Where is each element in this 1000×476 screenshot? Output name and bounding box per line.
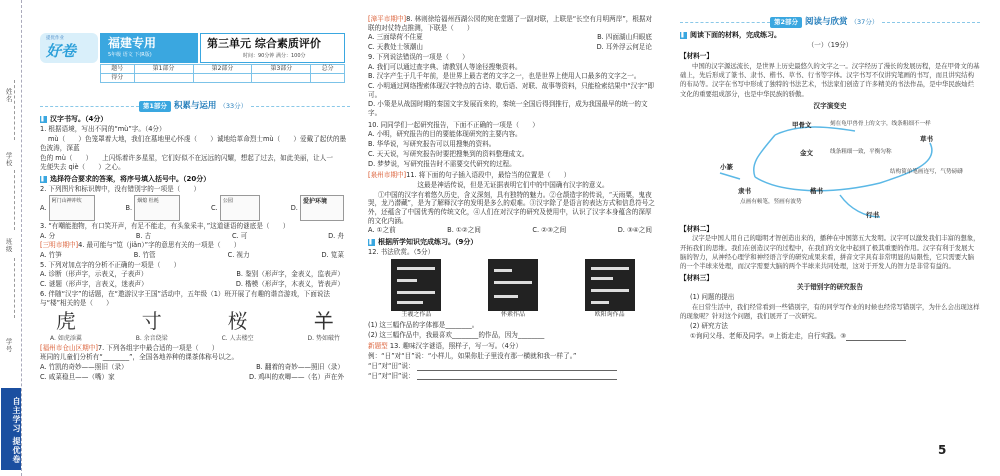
bullet-icon: ▌ bbox=[681, 32, 686, 39]
section-title: ▌ 根据所学知识完成练习。（9分） bbox=[369, 238, 478, 247]
node-xiaozhuan: 小篆 bbox=[720, 162, 733, 171]
section-title: ▌ 阅读下面的材料，完成练习。 bbox=[681, 31, 781, 40]
section-title: ▌ 选择符合要求的答案，将序号填入括号中。（20分） bbox=[41, 174, 211, 183]
calligraphy-image bbox=[391, 259, 441, 311]
answer-line[interactable] bbox=[417, 364, 617, 371]
unit-title-box bbox=[200, 33, 345, 63]
answer-line[interactable] bbox=[846, 334, 906, 341]
node-lishu: 隶书 bbox=[738, 186, 751, 195]
exam-header bbox=[40, 33, 345, 81]
column-left: 第1部分 积累与运用 （33分） ▌ 汉字书写。（4分） 1. 根据语境，写出不同的“mù”字。（4分） mù（ ）色笼罩着大地，我们在墓地里心怀虔（ ）诚地给革命烈士mù（ ）爱戴了起伏的墨色波涛，深蓝 色的 mù（ ） 上闪烁着许多星星，它们好似不在远远的闪耀，想起了过去，如此美丽，让人一 先便失去 qiè（ ）之心。 ▌ 选择符合要求的答案，将序号填入括号中。（20分） 2. 下列图片和标识牌中，没有错别字的一项是（ ） A. 阿门山神冲坎 B. 烟熄 杜耗 C. 公园 D. 爱护环境 3. “有嘲能抱物，有口笑开声，有足不能走，有头象采丰，”这道谜语的谜底是（ ） A. 分 B. 古 C. 可 D. 舟 [三明市期中]4. 最可能与“笕（jiǎn）”字的意思有关的一项是（ ） A. 竹笋 B. 竹管 C. 视力 D. 笕菜 5. 下列对加点字的分析不正确的一项是（ ） A. 诊断（形声字，示表义，子表声） B. 鉴别（形声字，金表义，监表声） C. 谜题（形声字，言表义，迷表声） D. 楷模（形声字，木表义，皆表声） 6. 伴随“汉字”的话题，在“遨游汉字王国”活动中，五年级（1）班开展了有趣的谐音游戏，下面说法与“楼”相关的是（ ） 虎 A. 如虎添翼 寸 B. 余音绕梁 桜 C. 人去楼空 𢆉 D. 势如破竹 [福州市仓山区期中]7. 下列各组字中最合适的一项是（ ） 班同的儿童们分析有“________”，全国各地养种的课茶体称号以之。 A. 竹凯的奇妙——照旧（录） B. 翻着的奇妙——照旧（录） C. 咸菜稳旦——（嘴）家 D. 鸡叫的欢唧——（名）声在外 bbox=[40, 98, 350, 476]
name-label: 姓名 bbox=[4, 88, 13, 103]
question-4: [三明市期中]4. 最可能与“笕（jiǎn）”字的意思有关的一项是（ ） bbox=[40, 241, 241, 250]
school-label: 学校 bbox=[4, 152, 13, 167]
column-middle: [漳平市期中]8. 林则徐给福州西湖公园的宛在堂题了一副对联，上联是“长空有月明两岸”，根据对联的对仗特点推测，下联是（ ） A. 三面绿荷不住夏 B. 四面湖山归眼底 C. 天教处士领潮山 D. 耳外浮云何足论 9. 下列说法错误的一项是（ ） A. 我们可以通过查字典、请教别人等途径搜集资料。 B. 汉字产生于几千年前，是世界上最古老的文字之一，也是世界上使用人口最多的文字之一。 C. 小明通过网络搜索体现汉字特点的古诗、歇后语、对联、故事等资料，只能检索结果中“汉字”即可。 D. 小策是从战国时期的秦国文字发展而来的，秦统一全国后得到推行，成为我国最早的统一的文字。 10. 同同学们一起研究报告，下面不正确的一项是（ ） A. 小明，研究报告的目的要能体现研究的主要内容。 B. 华华说，写研究报告可以用搜集的资料。 C. 天天说，写研究报告时要把搜集到的资料整理成文。 D. 梦梦说，写研究报告时不需要交代研究的过程。 [泉州市期中]11. 将下面的句子插入语段中，最恰当的位置是（ ） 这最是神话传说，但是无证据表明它们中的中国确有汉字的意义。 ①中国的汉字有着悠久历史，含义深刻，具有独特的魅力。②仓颉造字的传说，“天雨粟，鬼夜哭，龙乃潜藏”，是为了解释汉字的发明是多么的艰难。③汉字除了是语言的表达方式和信息符号之外，还蕴含了中国优秀的传统文化，④人们在对汉字的研究及使用中，认识了汉字本身蕴含的深厚的文化内涵。 A. ①之前 B. ①②之间 C. ②③之间 D. ③④之间 ▌ 根据所学知识完成练习。（9分） 12. 书法欣赏。（5分） 王羲之作品 怀素作品 欧阳询作品 (1) 这三幅作品的字体都是________。 (2) 这三幅作品中，我最喜欢________的作品，因为________ 新题型 13. 趣味汉字谜语，照样子，写一写。（4分） 例：“日”对“目”说：“小样儿，如果你肚子里没有那一横就和我一样了。” “日”对“田”说： “日”对“旧”说： bbox=[368, 14, 658, 476]
question-2: 2. 下列图片和标识牌中，没有错别字的一项是（ ） bbox=[40, 185, 201, 194]
material-1: 中国的汉字源远流长，是世界上历史最悠久的文字之一。汉字经历了漫长的发展历程，是在甲骨文的基础上，先后形成了篆书、隶书、楷书、草书、行书等字体。汉字书写不仅讲究笔画的书写，而且讲究结构的布局等。汉字在书写中形成了独特的书法艺术，书法家们创造了许多精美的书法作品，是中华民族灿烂文化的重要组成部分，也是中华民族的骄傲。 bbox=[680, 61, 980, 98]
material-2: 汉字是中国人用自己的聪明才智创造出来的，播种在中国第五大发明。汉字可以激发我们丰富的想象，开拓我们的思维。我们在创造汉字的过程中，在我们的文化中起到了极其重要的作用。汉字有利于发展大脑的智力，从神经心理学和神经语言学的研究成果来看，拼音文字具有非常明显的局限性，它只需要大脑的一个半球来处理，而汉字需要大脑的两个半球来共同处理，这对于开发人的智力是非常有益的。 bbox=[680, 234, 980, 271]
question-6: 6. 伴随“汉字”的话题，在“遨游汉字王国”活动中，五年级（1）班开展了有趣的谐音游戏，下面说法与“楼”相关的是（ ） bbox=[40, 289, 330, 307]
bullet-icon: ▌ bbox=[41, 116, 46, 123]
question-8: [漳平市期中]8. 林则徐给福州西湖公园的宛在堂题了一副对联，上联是“长空有月明两岸”，根据对联的对仗特点推测，下联是（ ） bbox=[368, 15, 653, 32]
logo: 提优作业 好卷 bbox=[40, 33, 98, 63]
score-table: 题号 第1部分 第2部分 第3部分 总分 得分 bbox=[100, 64, 345, 83]
divider bbox=[14, 80, 15, 140]
sign-image: 爱护环境 bbox=[300, 195, 344, 221]
class-label: 班级 bbox=[4, 238, 13, 253]
question-13: 新题型 13. 趣味汉字谜语，照样子，写一写。（4分） bbox=[368, 342, 523, 351]
calligraphy-images: 王羲之作品 怀素作品 欧阳询作品 bbox=[368, 259, 658, 319]
page-number: 5 bbox=[938, 443, 947, 457]
sign-image: 公园 bbox=[220, 195, 260, 221]
bullet-icon: ▌ bbox=[369, 239, 374, 246]
q6-glyphs: 虎 A. 如虎添翼 寸 B. 余音绕梁 桜 C. 人去楼空 𢆉 D. 势如破竹 bbox=[50, 309, 340, 342]
map-title: 汉字演变史 bbox=[813, 101, 847, 110]
score-cell[interactable] bbox=[193, 74, 252, 83]
question-12: 12. 书法欣赏。（5分） bbox=[368, 248, 435, 257]
score-cell[interactable] bbox=[252, 74, 311, 83]
question-11: [泉州市期中]11. 将下面的句子插入语段中，最恰当的位置是（ ） bbox=[368, 171, 571, 180]
answer-line[interactable] bbox=[417, 373, 617, 380]
evolution-map: 甲骨文 刻在龟甲兽骨上的文字，线条粗细不一样 金文 线条粗细一致，平衡匀称 小篆 隶书 楷书 点画有顿笔，竖画有波势 草书 结构简单笔画连写，气势磅礴 行书 bbox=[680, 113, 980, 223]
node-xingshu: 行书 bbox=[866, 210, 879, 219]
divider bbox=[14, 170, 15, 230]
question-9: 9. 下列说法错误的一项是（ ） bbox=[368, 52, 469, 61]
brand-strip: 自主学习 提优卷 bbox=[1, 388, 21, 470]
section-title: ▌ 汉字书写。（4分） bbox=[41, 115, 108, 124]
sign-image: 阿门山神冲坎 bbox=[49, 195, 95, 221]
question-3: 3. “有嘲能抱物，有口笑开声，有足不能走，有头象采丰，”这道谜语的谜底是（ ） bbox=[40, 221, 290, 230]
unit-meta: 时间：90分钟 满分：100分 bbox=[243, 53, 306, 59]
unit-title: 第三单元 综合素质评价 bbox=[207, 37, 321, 50]
number-label: 学号 bbox=[4, 338, 13, 353]
q2-options: A. 阿门山神冲坎 B. 烟熄 杜耗 C. 公园 D. 爱护环境 bbox=[40, 195, 350, 221]
node-kaishu: 楷书 bbox=[810, 186, 823, 195]
question-5: 5. 下列对加点字的分析不正确的一项是（ ） bbox=[40, 260, 181, 269]
score-cell[interactable] bbox=[134, 74, 193, 83]
part2-heading: 第2部分 阅读与欣赏 （37分） bbox=[680, 17, 980, 28]
node-jiaguwen: 甲骨文 bbox=[792, 120, 812, 129]
brand-badge: 福建专用 5年级 语文 下(R版) bbox=[100, 33, 198, 63]
node-jinwen: 金文 bbox=[800, 148, 813, 157]
bullet-icon: ▌ bbox=[41, 176, 46, 183]
question-10: 10. 同同学们一起研究报告，下面不正确的一项是（ ） bbox=[368, 120, 539, 129]
divider bbox=[14, 258, 15, 318]
node-caoshu: 草书 bbox=[920, 134, 933, 143]
column-right: 第2部分 阅读与欣赏 （37分） ▌ 阅读下面的材料，完成练习。 （一）（19分） 【材料一】 中国的汉字源远流长，是世界上历史最悠久的文字之一。汉字经历了漫长的发展历程，是在甲骨文的基础上，先后形成了篆书、隶书、楷书、草书、行书等字体。汉字书写不仅讲究笔画的书写，而且讲究结构的布局等。汉字在书写中形成了独特的书法艺术，书法家们创造了许多精美的书法作品，是中华民族灿烂文化的重要组成部分，也是中华民族的骄傲。 汉字演变史 甲骨文 刻在龟甲兽骨上的文字，线条粗细不一样 金文 线条粗细一致，平衡匀称 小篆 隶书 楷书 点画有顿笔，竖画有波势 草书 结构简单笔画连写，气势磅礴 行书 【材料二】 汉字是中国人用自己的聪明才智创造出来的，播种在中国第五大发明。汉字可以激发我们丰富的想象，开拓我们的思维。我们在创造汉字的过程中，在我们的文化中起到了极其重要的作用。汉字有利于发展大脑的智力，从神经心理学和神经语言学的研究成果来看，拼音文字具有非常明显的局限性，它只需要大脑的一个半球来处理，而汉字需要大脑的两个半球来共同处理，这对于开发人的智力是非常有益的。 【材料三】 关于错别字的研究报告 (1) 问题的提出 在日常生活中，我们经常看到一些错别字，有的同学写作业的时候也经常写错别字，为什么会出现这样的现象呢？针对这个问题，我们展开了一次研究。 (2) 研究方法 ①询问父母、老师及同学。②上街走走，自行实践。③ bbox=[680, 17, 980, 340]
part1-heading: 第1部分 积累与运用 （33分） bbox=[40, 101, 350, 112]
binding-strip bbox=[0, 0, 22, 476]
score-cell[interactable] bbox=[311, 74, 345, 83]
report-title: 关于错别字的研究报告 bbox=[797, 283, 863, 292]
calligraphy-image bbox=[585, 259, 635, 311]
sign-image: 烟熄 杜耗 bbox=[134, 195, 180, 221]
calligraphy-image bbox=[488, 259, 538, 311]
question-7: [福州市仓山区期中]7. 下列各组字中最合适的一项是（ ） bbox=[40, 343, 219, 352]
